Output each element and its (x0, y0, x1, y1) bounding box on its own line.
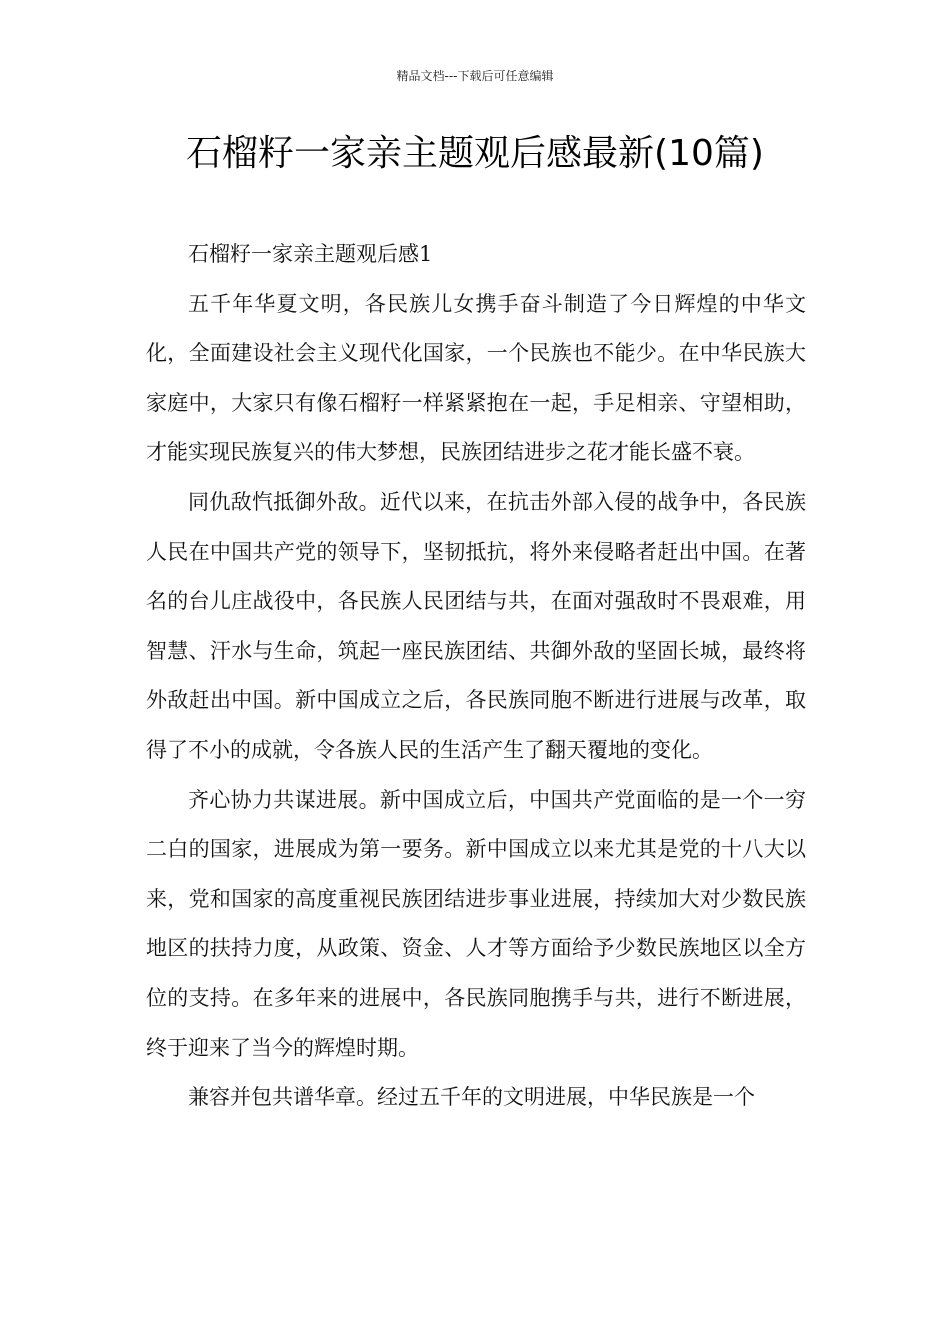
header-note: 精品文档---下载后可任意编辑 (396, 69, 554, 83)
document-title: 石榴籽一家亲主题观后感最新(10篇) (186, 133, 764, 174)
section-heading: 石榴籽一家亲主题观后感1 (188, 242, 433, 266)
paragraph: 五千年华夏文明，各民族儿女携手奋斗制造了今日辉煌的中华文化，全面建设社会主义现代化国家，一个民族也不能少。在中华民族大家庭中，大家只有像石榴籽一样紧紧抱在一起，手足相亲、守望相助，才能实现民族复兴的伟大梦想，民族团结进步之花才能长盛不衰。 (146, 291, 806, 465)
document-body (146, 230, 806, 1123)
paragraph: 齐心协力共谋进展。新中国成立后，中国共产党面临的是一个一穷二白的国家，进展成为第一要务。新中国成立以来尤其是党的十八大以来，党和国家的高度重视民族团结进步事业进展，持续加大对少数民族地区的扶持力度，从政策、资金、人才等方面给予少数民族地区以全方位的支持。在多年来的进展中，各民族同胞携手与共，进行不断进展，终于迎来了当今的辉煌时期。 (146, 787, 806, 1060)
paragraph: 同仇敌忾抵御外敌。近代以来，在抗击外部入侵的战争中，各民族人民在中国共产党的领导下，坚韧抵抗，将外来侵略者赶出中国。在著名的台儿庄战役中，各民族人民团结与共，在面对强敌时不畏艰难，用智慧、汗水与生命，筑起一座民族团结、共御外敌的坚固长城，最终将外敌赶出中国。新中国成立之后，各民族同胞不断进行进展与改革，取得了不小的成就，令各族人民的生活产生了翻天覆地的变化。 (146, 489, 806, 762)
paragraph: 兼容并包共谱华章。经过五千年的文明进展，中华民族是一个 (188, 1085, 755, 1110)
